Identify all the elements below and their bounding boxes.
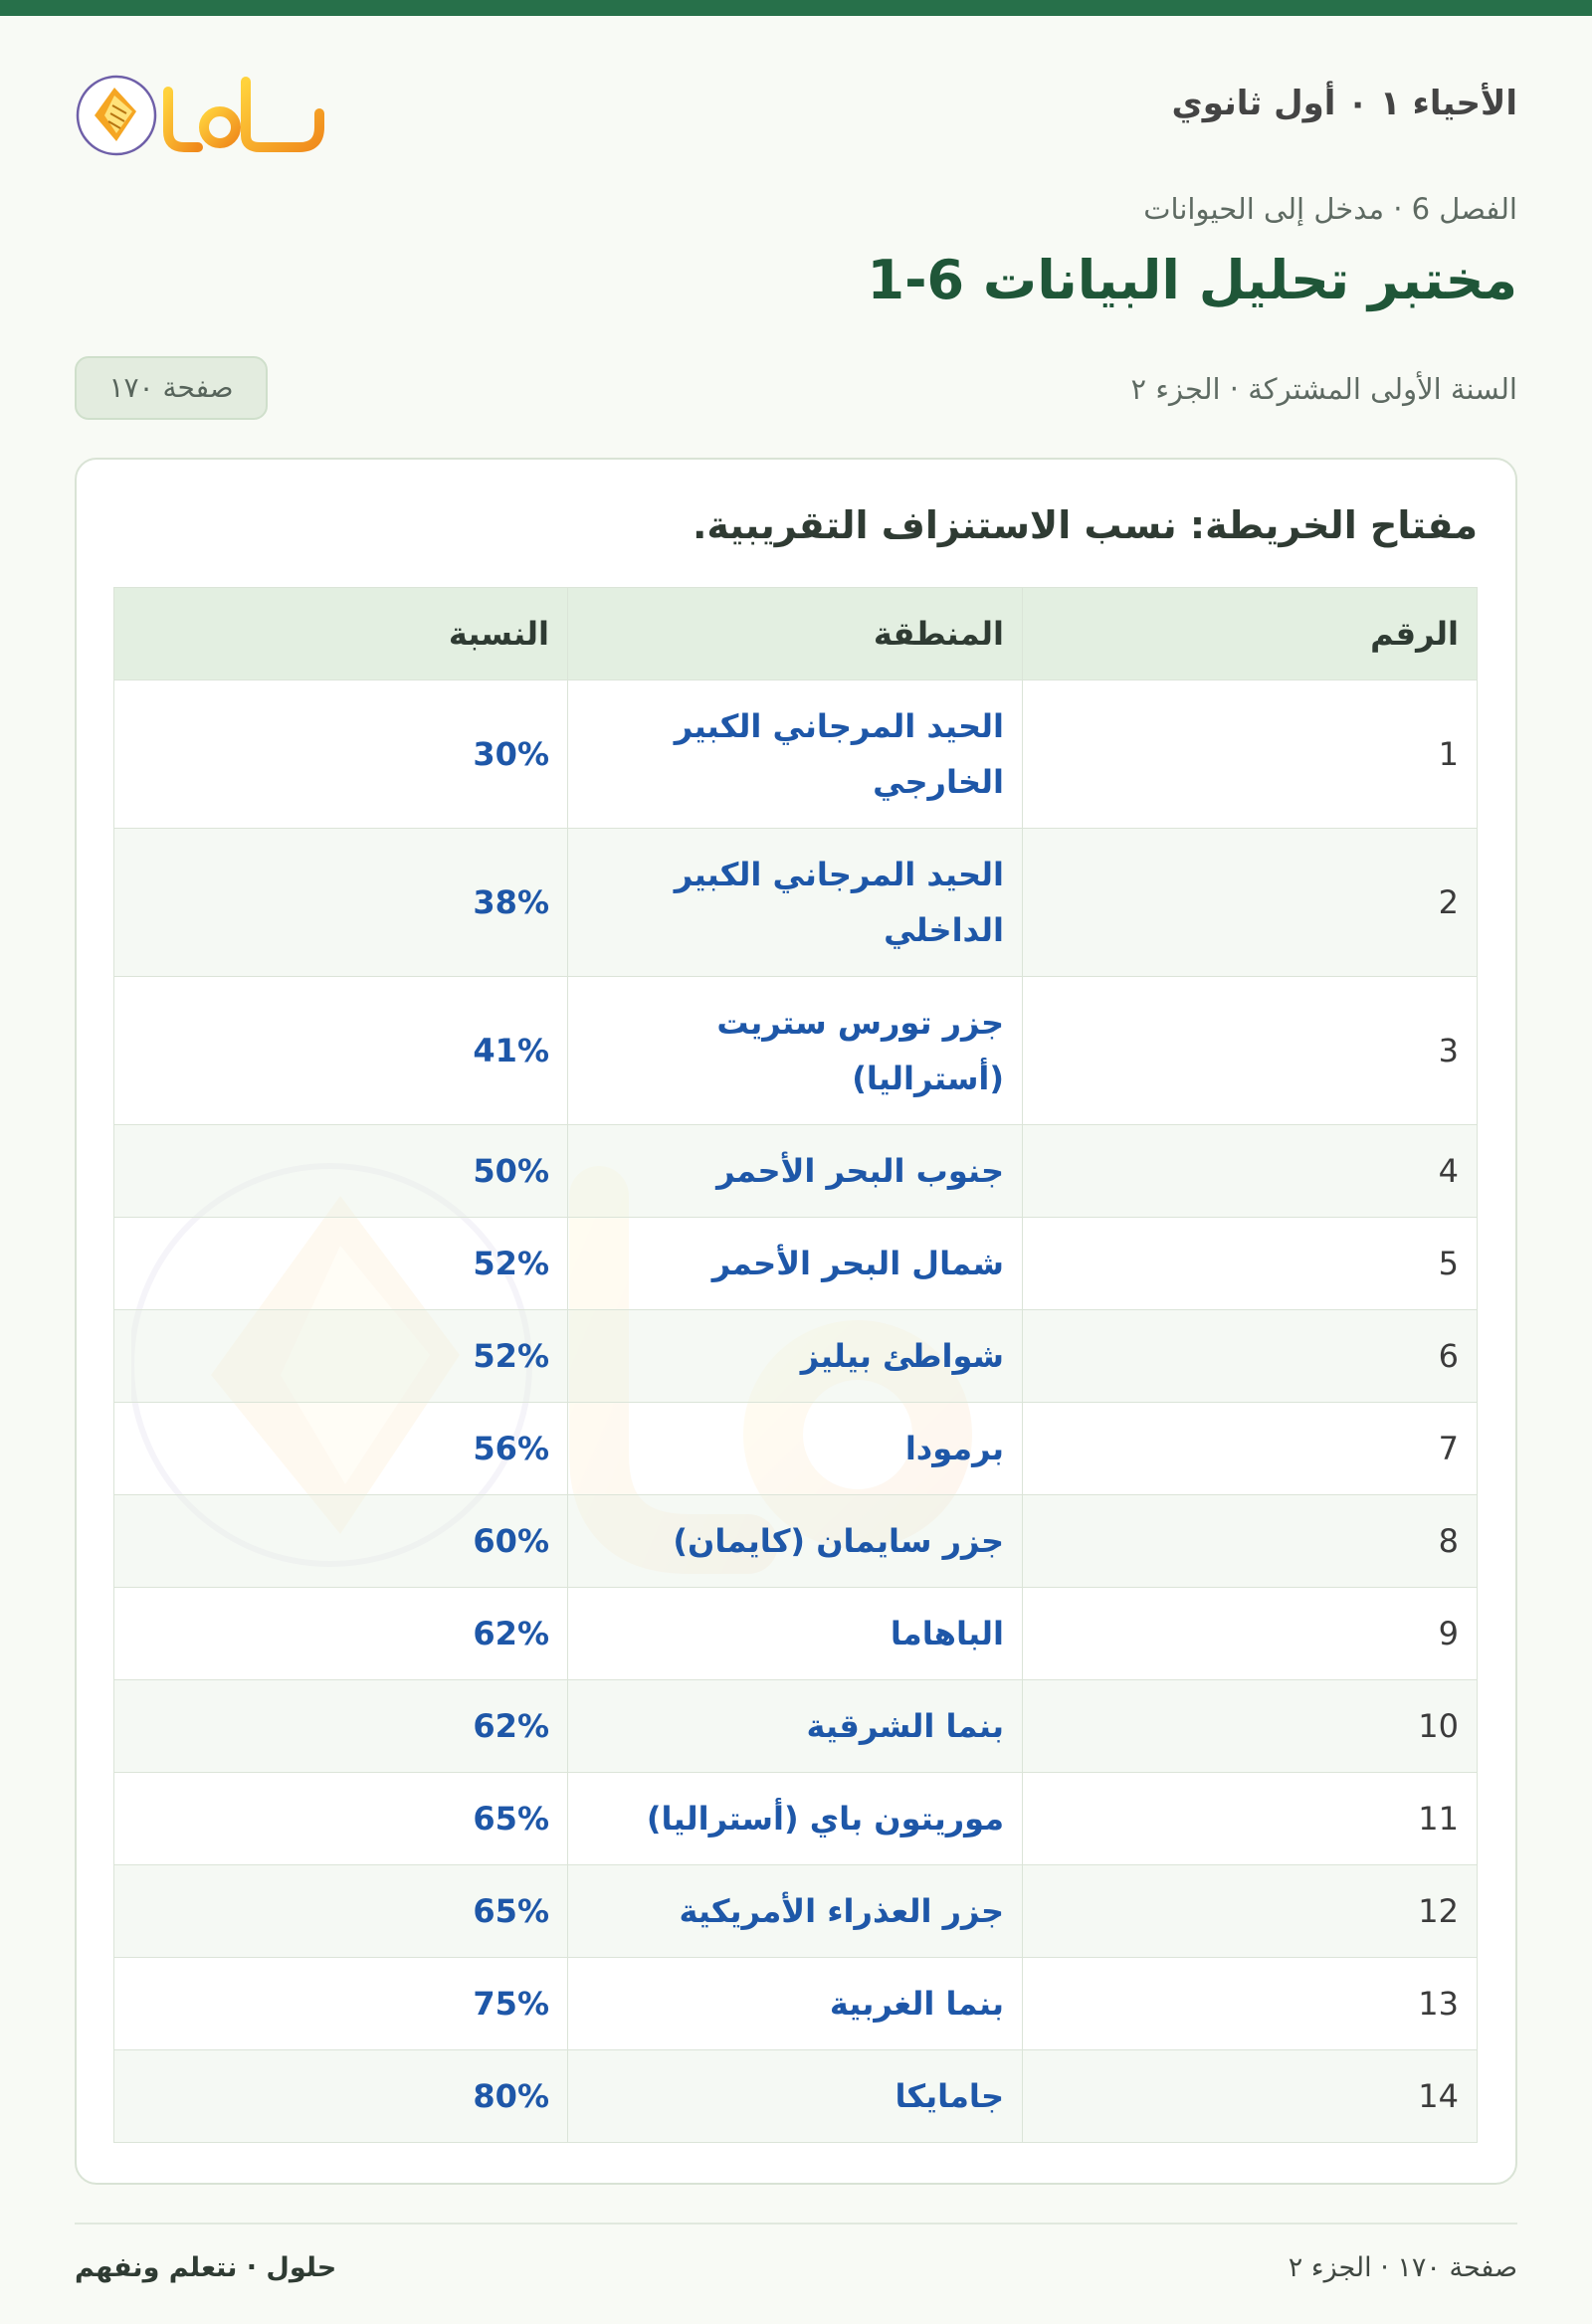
row-number: 13 — [1023, 1958, 1478, 2050]
row-number: 7 — [1023, 1403, 1478, 1495]
depletion-percent: 38% — [114, 829, 568, 977]
depletion-percent: 60% — [114, 1495, 568, 1588]
depletion-table — [113, 587, 1478, 2143]
footer-divider — [75, 2223, 1517, 2225]
table-row — [114, 1310, 1478, 1403]
depletion-percent: 56% — [114, 1403, 568, 1495]
book-title: الأحياء ١ ٠ أول ثانوي — [1171, 84, 1517, 123]
column-header-percent: النسبة — [114, 588, 568, 680]
region-link[interactable]: الحيد المرجاني الكبير الداخلي — [568, 829, 1023, 977]
region-link[interactable]: بنما الشرقية — [568, 1680, 1023, 1773]
table-row — [114, 1588, 1478, 1680]
row-number: 4 — [1023, 1125, 1478, 1218]
header — [75, 70, 1517, 169]
depletion-percent: 62% — [114, 1680, 568, 1773]
row-number: 9 — [1023, 1588, 1478, 1680]
map-key-title: مفتاح الخريطة: نسب الاستنزاف التقريبية. — [692, 503, 1478, 547]
depletion-percent: 41% — [114, 977, 568, 1125]
depletion-percent: 80% — [114, 2050, 568, 2143]
region-link[interactable]: جامايكا — [568, 2050, 1023, 2143]
depletion-percent: 62% — [114, 1588, 568, 1680]
depletion-percent: 30% — [114, 680, 568, 829]
row-number: 1 — [1023, 680, 1478, 829]
row-number: 5 — [1023, 1218, 1478, 1310]
region-link[interactable]: شواطئ بيليز — [568, 1310, 1023, 1403]
row-number: 8 — [1023, 1495, 1478, 1588]
table-row — [114, 829, 1478, 977]
table-row — [114, 1495, 1478, 1588]
table-row — [114, 977, 1478, 1125]
table-row — [114, 1125, 1478, 1218]
region-link[interactable]: برمودا — [568, 1403, 1023, 1495]
region-link[interactable]: موريتون باي (أستراليا) — [568, 1773, 1023, 1865]
top-accent-bar — [0, 0, 1592, 16]
row-number: 10 — [1023, 1680, 1478, 1773]
row-number: 14 — [1023, 2050, 1478, 2143]
depletion-percent: 50% — [114, 1125, 568, 1218]
footer-page-info: صفحة ١٧٠ · الجزء ٢ — [1288, 2252, 1517, 2283]
hulul-logo-icon[interactable] — [75, 70, 333, 161]
region-link[interactable]: جزر سايمان (كايمان) — [568, 1495, 1023, 1588]
table-row — [114, 1680, 1478, 1773]
table-row — [114, 1403, 1478, 1495]
page-title: مختبر تحليل البيانات 6-1 — [867, 249, 1517, 311]
region-link[interactable]: الحيد المرجاني الكبير الخارجي — [568, 680, 1023, 829]
row-number: 6 — [1023, 1310, 1478, 1403]
depletion-percent: 75% — [114, 1958, 568, 2050]
column-header-number: الرقم — [1023, 588, 1478, 680]
region-link[interactable]: شمال البحر الأحمر — [568, 1218, 1023, 1310]
book-meta: السنة الأولى المشتركة · الجزء ٢ — [1130, 372, 1517, 406]
table-row — [114, 1773, 1478, 1865]
depletion-percent: 65% — [114, 1773, 568, 1865]
page-badge: صفحة ١٧٠ — [75, 356, 268, 420]
region-link[interactable]: بنما الغربية — [568, 1958, 1023, 2050]
region-link[interactable]: جزر العذراء الأمريكية — [568, 1865, 1023, 1958]
column-header-region: المنطقة — [568, 588, 1023, 680]
table-row — [114, 2050, 1478, 2143]
chapter-label: الفصل 6 · مدخل إلى الحيوانات — [1143, 192, 1517, 226]
region-link[interactable]: جزر تورس ستريت (أستراليا) — [568, 977, 1023, 1125]
row-number: 2 — [1023, 829, 1478, 977]
row-number: 12 — [1023, 1865, 1478, 1958]
map-key-card — [75, 458, 1517, 2185]
table-row — [114, 1218, 1478, 1310]
depletion-percent: 65% — [114, 1865, 568, 1958]
table-row — [114, 1865, 1478, 1958]
region-link[interactable]: الباهاما — [568, 1588, 1023, 1680]
row-number: 11 — [1023, 1773, 1478, 1865]
table-row — [114, 1958, 1478, 2050]
row-number: 3 — [1023, 977, 1478, 1125]
footer-brand: حلول · نتعلم ونفهم — [75, 2252, 337, 2283]
depletion-percent: 52% — [114, 1218, 568, 1310]
table-row — [114, 680, 1478, 829]
region-link[interactable]: جنوب البحر الأحمر — [568, 1125, 1023, 1218]
depletion-percent: 52% — [114, 1310, 568, 1403]
